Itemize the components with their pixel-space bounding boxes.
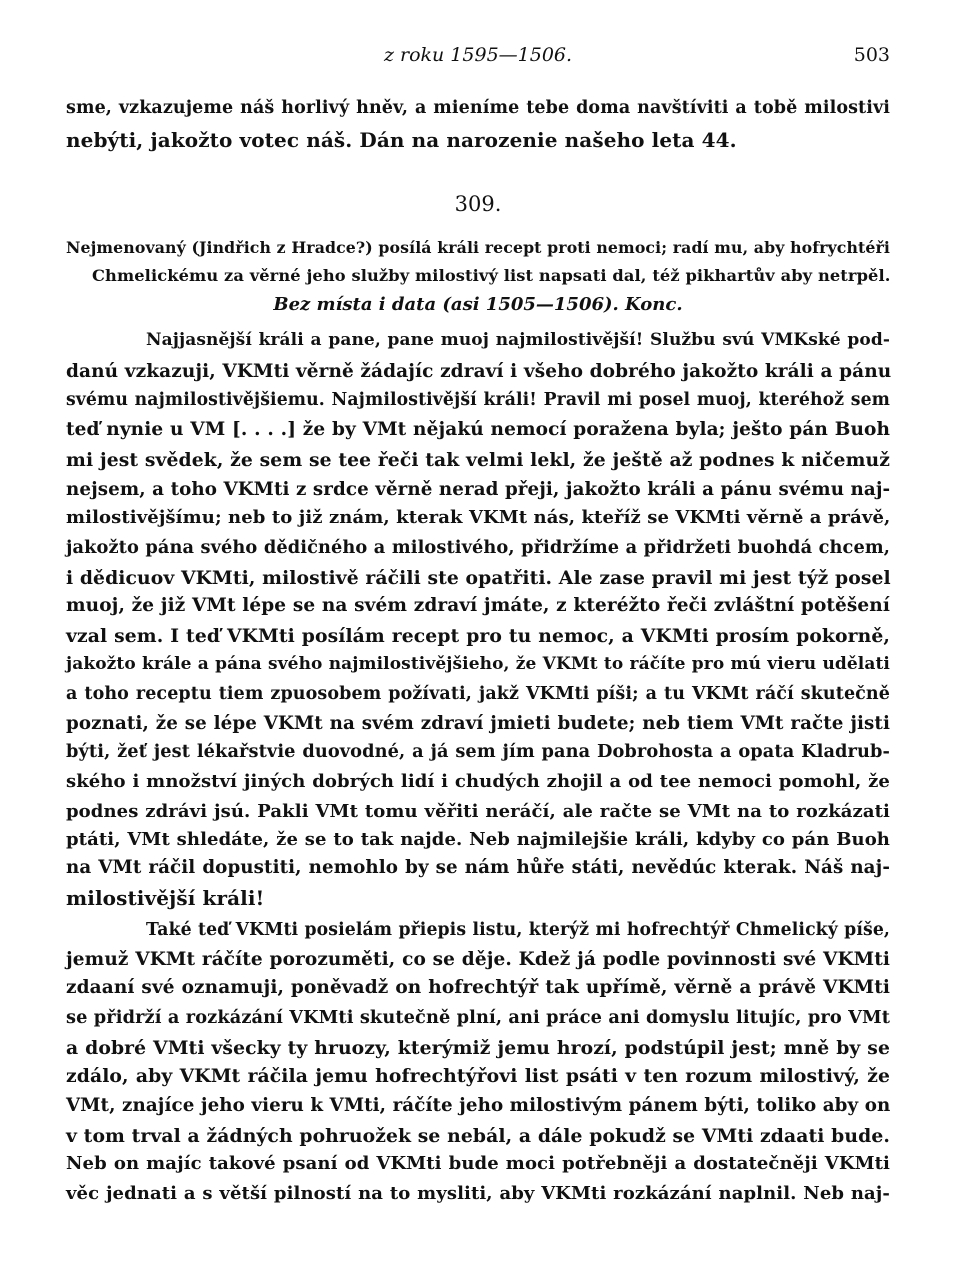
intro-line: nebýti, jakožto votec náš. Dán na narozenie našeho leta 44. bbox=[66, 128, 737, 152]
paragraph-line: milostivějšímu; neb to již znám, kterak VKMt nás, kteříž se VKMti věrně a právě, bbox=[66, 507, 891, 528]
paragraph-line: zdaaní své oznamuji, poněvadž on hofrechtýř tak upřímě, věrně a právě VKMti bbox=[66, 977, 890, 998]
paragraph-line: Najjasnější králi a pane, pane muoj najmilostivější! Službu svú VMKské pod- bbox=[146, 330, 890, 350]
regest-line: Nejmenovaný (Jindřich z Hradce?) posílá králi recept proti nemoci; radí mu, aby hofrychtéři bbox=[66, 238, 890, 257]
paragraph-line: ptáti, VMt shledáte, že se to tak najde. Neb najmilejšie králi, kdyby co pán Buoh bbox=[66, 829, 890, 850]
paragraph-line: se přidrží a rozkázání VKMti skutečně plní, ani práce ani domyslu litujíc, pro VMt bbox=[66, 1007, 890, 1028]
running-head bbox=[66, 44, 890, 72]
paragraph-line: na VMt ráčil dopustiti, nemohlo by se nám hůře státi, nevědúc kterak. Náš naj- bbox=[66, 857, 890, 878]
paragraph-line: Také teď VKMti posielám přiepis listu, kterýž mi hofrechtýř Chmelický píše, bbox=[146, 920, 890, 940]
paragraph-line: danú vzkazuji, VKMti věrně žádajíc zdraví i všeho dobrého jakožto králi a pánu bbox=[66, 361, 892, 382]
paragraph-line: zdálo, aby VKMt ráčila jemu hofrechtýřovi list psáti v ten rozum milostivý, že bbox=[66, 1065, 890, 1087]
paragraph-line: a dobré VMti všecky ty hruozy, kterýmiž jemu hrozí, podstúpil jest; mně by se bbox=[66, 1037, 890, 1059]
paragraph-line: ského i množství jiných dobrých lidí i chudých zhojil a od tee nemoci pomohl, že bbox=[66, 771, 890, 792]
paragraph-line: svému najmilostivějšiemu. Najmilostivější králi! Pravil mi posel muoj, kteréhož sem bbox=[66, 390, 890, 410]
paragraph-line: jakožto krále a pána svého najmilostivějšieho, že VKMt to ráčíte pro mú vieru udělati bbox=[66, 654, 890, 674]
running-title: z roku 1595—1506. bbox=[383, 44, 573, 66]
paragraph-line: Neb on majíc takové psaní od VKMti bude moci potřebněji a dostatečněji VKMti bbox=[66, 1153, 890, 1174]
paragraph-line: muoj, že již VMt lépe se na svém zdraví jmáte, z kteréžto řeči zvláštní potěšení bbox=[66, 595, 890, 616]
paragraph-line: jemuž VKMt ráčíte porozuměti, co se děje. Kdež já podle povinnosti své VKMti bbox=[66, 949, 890, 970]
paragraph-line: i dědicuov VKMti, milostivě ráčili ste opatřiti. Ale zase pravil mi jest týž posel bbox=[66, 567, 891, 589]
intro-line: sme, vzkazujeme náš horlivý hněv, a mieníme tebe doma navštíviti a tobě milostivi bbox=[66, 98, 890, 118]
paragraph-line: mi jest svědek, že sem se tee řeči tak velmi lekl, že ještě až podnes k ničemuž bbox=[66, 449, 890, 471]
document-number: 309. bbox=[454, 192, 502, 216]
paragraph-line: podnes zdrávi jsú. Pakli VMt tomu věřiti neráčí, ale račte se VMt na to rozkázati bbox=[66, 801, 890, 822]
page-number: 503 bbox=[853, 44, 890, 66]
paragraph-line: býti, žeť jest lékařstvie duovodné, a já sem jím pana Dobrohosta a opata Kladrub- bbox=[66, 741, 890, 762]
paragraph-line: teď nynie u VM [. . . .] že by VMt nějakú nemocí poražena byla; ješto pán Buoh bbox=[66, 419, 890, 440]
paragraph-line: jakožto pána svého dědičného a milostivého, přidržíme a přidržeti buohdá chcem, bbox=[66, 537, 890, 558]
paragraph-line: a toho receptu tiem zpuosobem požívati, jakž VKMti píši; a tu VKMt ráčí skutečně bbox=[66, 684, 890, 704]
regest-line: Chmelickému za věrné jeho služby milostivý list napsati dal, též pikhartův aby netrpěl. bbox=[92, 266, 891, 285]
paragraph-line: nejsem, a toho VKMti z srdce věrně nerad přeji, jakožto králi a pánu svému naj- bbox=[66, 479, 891, 500]
paragraph-line: v tom trval a žádných pohruožek se nebál, a dále pokudž se VMti zdaati bude. bbox=[66, 1125, 890, 1147]
paragraph-line: vzal sem. I teď VKMti posílám recept pro tu nemoc, a VKMti prosím pokorně, bbox=[66, 625, 890, 647]
paragraph-line: poznati, že se lépe VKMt na svém zdraví jmieti budete; neb tiem VMt račte jisti bbox=[66, 713, 890, 734]
paragraph-line: věc jednati a s větší pilností na to mysliti, aby VKMti rozkázání naplnil. Neb naj- bbox=[66, 1183, 890, 1204]
paragraph-line: milostivější králi! bbox=[66, 886, 265, 910]
paragraph-line: VMt, znajíce jeho vieru k VMti, ráčíte jeho milostivým pánem býti, toliko aby on bbox=[66, 1095, 891, 1116]
dateline: Bez místa i data (asi 1505—1506). Konc. bbox=[273, 294, 683, 315]
